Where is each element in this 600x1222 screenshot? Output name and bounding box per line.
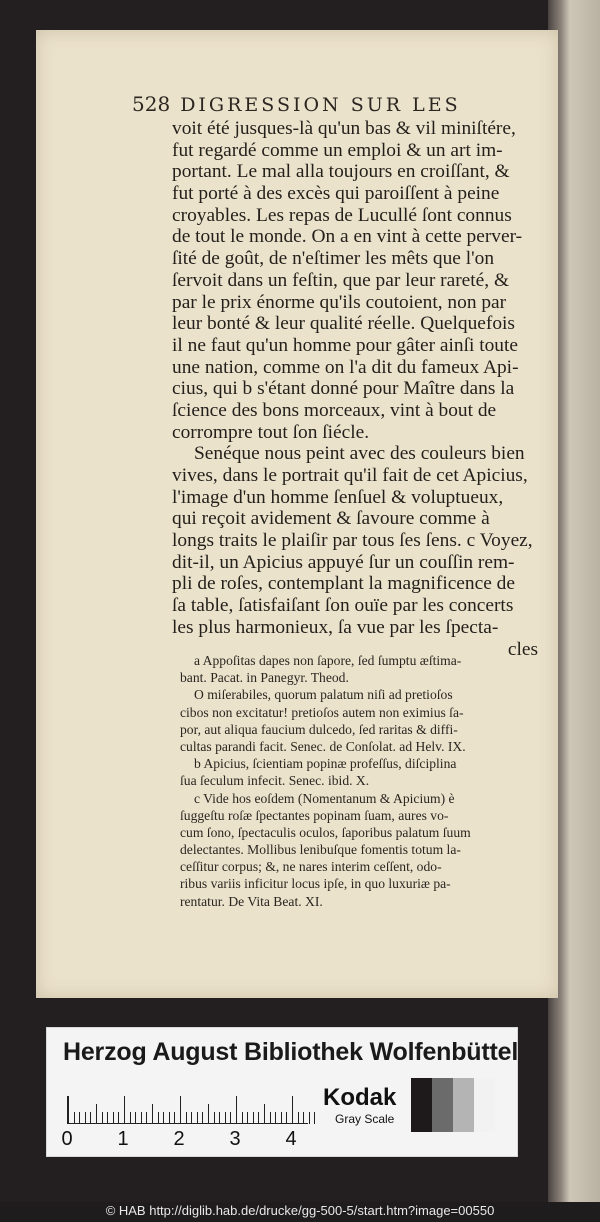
text-line: leur bonté & leur qualité réelle. Quelquefois	[172, 313, 515, 335]
footnote-line: a Appoſitas dapes non ſapore, ſed ſumptu æſtima-	[194, 653, 462, 668]
ruler-tick	[96, 1104, 97, 1124]
ruler-tick	[247, 1112, 248, 1124]
ruler-number: 3	[229, 1128, 241, 1150]
ruler-tick	[197, 1112, 198, 1124]
text-line: croyables. Les repas de Lucullé ſont connus	[172, 204, 512, 226]
library-name: Herzog August Bibliothek Wolfenbüttel	[63, 1038, 519, 1066]
copyright-footer: © HAB http://diglib.hab.de/drucke/gg-500-5/start.htm?image=00550	[105, 1203, 495, 1218]
footnote-line: ceſſitur corpus; &, ne nares interim ceſſent, odo-	[180, 859, 442, 875]
ruler-number: 0	[61, 1128, 73, 1150]
ruler-tick	[74, 1112, 75, 1124]
ruler-tick	[113, 1112, 114, 1124]
ruler-number: 2	[173, 1128, 185, 1150]
ruler-tick	[298, 1112, 299, 1124]
text-line: corrompre tout ſon ſiécle.	[172, 421, 370, 443]
ruler-tick	[281, 1112, 282, 1124]
footnote-line: ſuggeſtu roſæ ſpectantes popinam ſuam, aures vo-	[180, 807, 449, 823]
text-line: les plus harmonieux, ſa vue par les ſpecta-	[172, 616, 499, 638]
text-line: fut regardé comme un emploi & un art im-	[172, 139, 503, 161]
footnote-line: rentatur. De Vita Beat. XI.	[180, 893, 323, 909]
ruler-tick	[309, 1112, 310, 1124]
ruler-tick	[292, 1096, 293, 1124]
ruler-tick	[236, 1096, 237, 1124]
text-line: de tout le monde. On a en vint à cette perver-	[172, 226, 523, 248]
ruler-tick	[118, 1112, 119, 1124]
ruler-tick	[124, 1096, 125, 1124]
text-line: Senéque nous peint avec des couleurs bien	[194, 443, 525, 465]
footnote-line: cultas parandi facit. Senec. de Conſolat. ad Helv. IX.	[180, 738, 466, 754]
ruler-tick	[79, 1112, 80, 1124]
ruler-tick	[208, 1104, 209, 1124]
ruler-tick	[214, 1112, 215, 1124]
ruler-number: 1	[117, 1128, 129, 1150]
gray-swatch	[474, 1078, 495, 1132]
ruler-tick	[286, 1112, 287, 1124]
text-line: voit été jusques-là qu'un bas & vil miniſtére,	[172, 118, 516, 139]
ruler-tick	[303, 1112, 304, 1124]
text-line: pli de roſes, contemplant la magnificence de	[172, 573, 515, 595]
footnote-line: b Apicius, ſcientiam popinæ profeſſus, diſciplina	[194, 756, 457, 772]
footnote-line: delectantes. Mollibus lenibuſque fomentis totum la-	[180, 842, 461, 858]
ruler-tick	[258, 1112, 259, 1124]
scale-reference-card	[46, 1027, 518, 1157]
ruler-tick	[270, 1112, 271, 1124]
ruler-tick	[219, 1112, 220, 1124]
ruler-tick	[202, 1112, 203, 1124]
main-text	[172, 118, 568, 660]
text-line: l'image d'un homme ſenſuel & voluptueux,	[172, 486, 504, 508]
footnote-line: c Vide hos eoſdem (Nomentanum & Apicium) è	[194, 790, 455, 806]
ruler-tick	[174, 1112, 175, 1124]
text-line: qui reçoit avidement & ſavoure comme à	[172, 508, 490, 530]
gray-swatch	[453, 1078, 474, 1132]
text-line: par le prix énorme qu'ils coutoient, non par	[172, 291, 507, 313]
ruler-tick	[275, 1112, 276, 1124]
text-line: cius, qui b s'étant donné pour Maître dans la	[172, 378, 515, 400]
text-line: dit-il, un Apicius appuyé ſur un couſſin rem-	[172, 551, 515, 573]
footnote-line: cibos non excitatur! pretioſos autem non eximius ſa-	[180, 704, 464, 720]
ruler-tick	[169, 1112, 170, 1124]
footnote-line: cum ſono, ſpectaculis oculos, ſaporibus palatum ſuum	[180, 824, 471, 840]
gray-swatch	[411, 1078, 432, 1132]
footnote-line: O miſerabiles, quorum palatum niſi ad pretioſos	[194, 687, 453, 703]
footnote-line: por, aut aliqua faucium dulcedo, ſed raritas & diffi-	[180, 721, 458, 737]
ruler-tick	[163, 1112, 164, 1124]
ruler-tick	[146, 1112, 147, 1124]
text-line: ſervoit dans un feſtin, que par leur rareté, &	[172, 269, 510, 291]
ruler-tick	[230, 1112, 231, 1124]
ruler-tick	[158, 1112, 159, 1124]
ruler-tick	[141, 1112, 142, 1124]
page-number: 528	[132, 92, 171, 116]
ruler-tick	[180, 1096, 181, 1124]
text-line: ſcience des bons morceaux, vint à bout de	[172, 399, 497, 421]
footnote-line: bant. Pacat. in Panegyr. Theod.	[180, 670, 349, 686]
ruler-tick	[242, 1112, 243, 1124]
gray-scale-strip	[411, 1078, 495, 1132]
ruler-tick	[102, 1112, 103, 1124]
text-line: fut porté à des excès qui paroiſſent à peine	[172, 183, 500, 205]
text-line: longs traits le plaiſir par tous ſes ſens. c Voyez,	[172, 530, 533, 552]
text-line: il ne faut qu'un homme pour gâter ainſi toute	[172, 334, 518, 356]
kodak-logo: Kodak	[323, 1084, 397, 1111]
ruler-tick	[191, 1112, 192, 1124]
ruler-tick	[264, 1104, 265, 1124]
gray-scale-label: Gray Scale	[335, 1112, 395, 1126]
text-line: ſa table, ſatisfaiſant ſon ouïe par les concerts	[172, 595, 514, 617]
ruler-tick	[107, 1112, 108, 1124]
ruler-tick	[314, 1112, 315, 1124]
text-line: portant. Le mal alla toujours en croiſſant, &	[172, 161, 510, 183]
ruler-baseline	[68, 1123, 308, 1124]
ruler-tick	[90, 1112, 91, 1124]
footnote-line: ſua ſeculum infecit. Senec. ibid. X.	[180, 773, 370, 789]
ruler-number: 4	[285, 1128, 297, 1150]
text-line: vives, dans le portrait qu'il fait de cet Apicius,	[172, 465, 528, 486]
ruler-tick	[186, 1112, 187, 1124]
measurement-ruler	[67, 1096, 308, 1124]
ruler-tick	[68, 1096, 69, 1124]
ruler-tick	[152, 1104, 153, 1124]
ruler-tick	[130, 1112, 131, 1124]
footnotes	[180, 652, 560, 910]
footnote-line: ribus variis inficitur locus ipſe, in quo luxuriæ pa-	[180, 876, 451, 892]
gray-swatch	[432, 1078, 453, 1132]
catchword: cles	[507, 638, 538, 660]
ruler-tick	[85, 1112, 86, 1124]
ruler-tick	[225, 1112, 226, 1124]
ruler-tick	[253, 1112, 254, 1124]
running-title: DIGRESSION SUR LES	[180, 94, 461, 116]
text-line: une nation, comme on l'a dit du fameux Api-	[172, 356, 519, 378]
ruler-tick	[135, 1112, 136, 1124]
text-line: ſité de goût, de n'eſtimer les mêts que l'on	[172, 248, 495, 270]
